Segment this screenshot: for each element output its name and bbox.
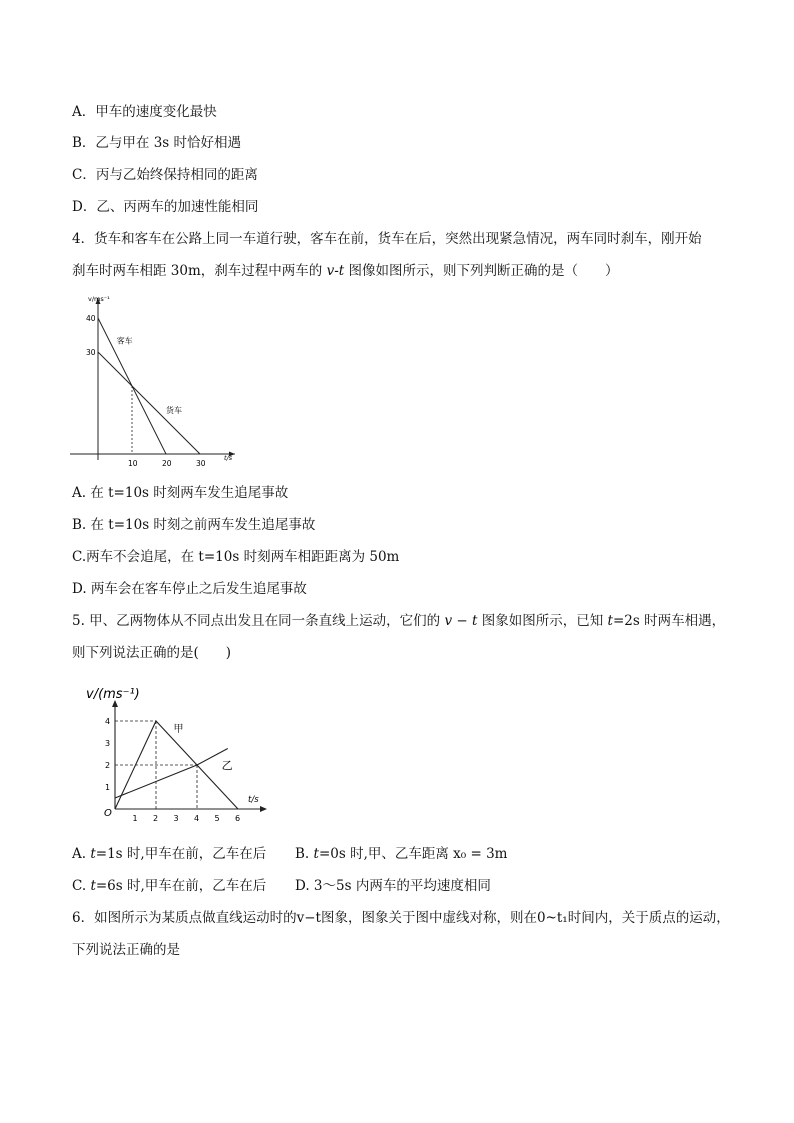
q4-stem-vt: v-t <box>326 263 345 279</box>
q5-stem-t: t <box>607 613 613 629</box>
q5-option-c <box>72 877 266 895</box>
x-tick-label: 5 <box>214 814 220 823</box>
q4-option-a: A. 在 t=10s 时刻两车发生追尾事故 <box>72 485 289 501</box>
x-tick-label: 2 <box>153 814 159 823</box>
q5-option-a-text: =1s 时,甲车在前，乙车在后 <box>95 846 267 862</box>
q3-option-d: D．乙、丙两车的加速性能相同 <box>72 199 259 215</box>
q5-option-b-prefix: B. <box>295 846 314 862</box>
q4-stem-line1: 4．货车和客车在公路上同一车道行驶，客车在前，货车在后，突然出现紧急情况，两车同时刹车，刚开始 <box>72 231 702 247</box>
q4-option-c: C.两车不会追尾，在 t=10s 时刻两车相距距离为 50m <box>72 549 400 565</box>
x-axis-label: t/s <box>248 795 259 805</box>
jia-label: 甲 <box>173 724 184 735</box>
y-axis-label: v/(ms⁻¹) <box>86 687 140 702</box>
y-tick-label: 30 <box>86 348 96 357</box>
truck-line <box>98 352 200 454</box>
x-axis-label: t/s <box>224 454 233 462</box>
q5-option-c-t: t <box>90 878 96 894</box>
truck-label: 货车 <box>166 406 182 416</box>
q5-stem-text-b: 图象如图所示，已知 <box>477 613 608 629</box>
q3-option-a: A．甲车的速度变化最快 <box>72 104 217 120</box>
q3-option-c: C．丙与乙始终保持相同的距离 <box>72 167 258 183</box>
q5-option-d: D. 3～5s 内两车的平均速度相同 <box>295 878 491 894</box>
q5-stem-vt: v − t <box>444 613 478 629</box>
q5-option-c-text: =6s 时,甲车在前，乙车在后 <box>95 878 267 894</box>
x-axis-arrow <box>260 806 267 812</box>
q3-option-b: B．乙与甲在 3s 时恰好相遇 <box>72 135 242 151</box>
q5-stem-text-a: 5. 甲、乙两物体从不同点出发且在同一条直线上运动，它们的 <box>72 613 445 629</box>
x-tick-label: 10 <box>128 459 138 468</box>
q6-stem-line1: 6．如图所示为某质点做直线运动时的v−t图象，图象关于图中虚线对称，则在0~t₁时间内，关于质点的运动， <box>72 910 730 926</box>
y-tick-label: 3 <box>105 739 111 748</box>
x-tick-label: 30 <box>196 459 206 468</box>
x-tick-label: 3 <box>173 814 179 823</box>
q5-stem-text-c: =2s 时两车相遇， <box>612 613 726 629</box>
bus-label: 客车 <box>116 336 133 346</box>
q4-option-b: B. 在 t=10s 时刻之前两车发生追尾事故 <box>72 517 316 533</box>
q5-stem-line1 <box>72 612 725 630</box>
x-tick-label: 4 <box>194 814 200 823</box>
q5-option-b-text: =0s 时,甲、乙车距离 x₀ = 3m <box>318 846 508 862</box>
q4-stem-text-a: 刹车时两车相距 30m，刹车过程中两车的 <box>72 263 327 279</box>
q5-stem-line2: 则下列说法正确的是( ) <box>72 645 232 661</box>
q5-option-a-prefix: A. <box>72 846 91 862</box>
x-tick-label: 20 <box>162 459 172 468</box>
q4-vt-chart <box>70 292 240 472</box>
q4-stem-text-b: 图像如图所示，则下列判断正确的是（ ） <box>344 263 619 279</box>
q5-option-b <box>295 845 507 863</box>
q5-option-a <box>72 845 266 863</box>
y-tick-label: 4 <box>105 717 111 726</box>
q4-option-d: D. 两车会在客车停止之后发生追尾事故 <box>72 581 307 597</box>
q5-option-c-prefix: C. <box>72 878 91 894</box>
y-tick-label: 2 <box>105 761 111 770</box>
origin-label: O <box>104 808 112 819</box>
q5-option-a-t: t <box>90 846 96 862</box>
q5-option-b-t: t <box>313 846 319 862</box>
y-tick-label: 40 <box>86 314 96 323</box>
x-tick-label: 1 <box>132 814 138 823</box>
yi-label: 乙 <box>221 759 233 772</box>
q6-stem-line2: 下列说法正确的是 <box>72 942 180 958</box>
y-tick-label: 1 <box>105 783 111 792</box>
y-axis-label: v/ms⁻¹ <box>88 295 110 303</box>
q5-vt-chart <box>78 680 278 830</box>
x-tick-label: 6 <box>235 814 241 823</box>
q4-stem-line2 <box>72 262 618 280</box>
